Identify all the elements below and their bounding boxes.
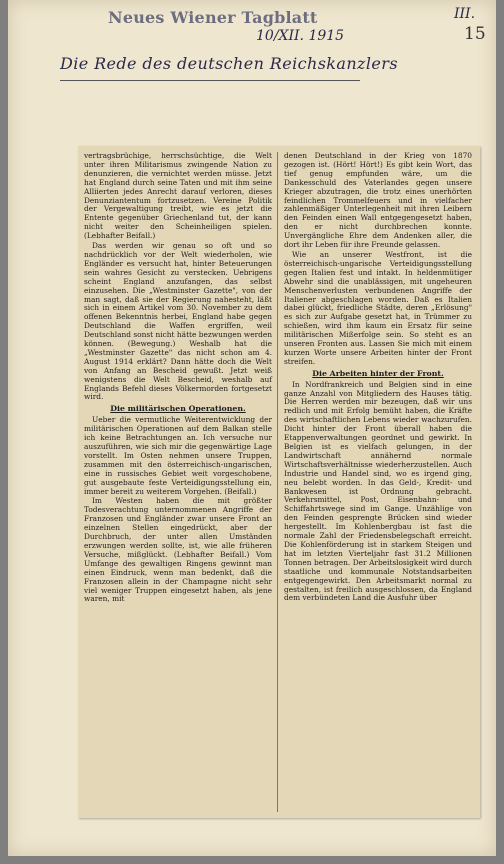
archive-sheet	[8, 0, 496, 856]
section-heading: Die militärischen Operationen.	[110, 404, 246, 414]
newspaper-name: Neues Wiener Tagblatt	[108, 8, 318, 27]
paragraph: Wie an unserer Westfront, ist die österreichisch-ungarische Verteidigungsstellung gegen Italien fest und intakt. In heldenmütiger Abwehr sind die unablässigen, mit ungeheuren Menschenverlusten verbundenen Angriffe der Italiener abgeschlagen worden. Daß es Italien dabei glückt, friedliche Städte, deren „Erlösung" es sich zur Aufgabe gesetzt hat, in Trümmer zu schießen, wird ihm kaum ein Ersatz für seine militärischen Mißerfolge sein. So steht es an unseren Fronten aus. Lassen Sie mich mit einem kurzen Worte unsere Arbeiten hinter der Front streifen.	[284, 249, 472, 366]
handwritten-date: 10/XII. 1915	[256, 28, 345, 44]
paragraph: denen Deutschland in der Krieg von 1870 gezogen ist. (Hört! Hört!) Es gibt kein Wort, das tief genug empfunden wäre, um die Dankesschuld des Vaterlandes gegen unsere Krieger abzutragen, die trotz eines unerhörten feindlichen Trommelfeuers und in vielfacher zahlenmäßiger Unterlegenheit mit ihren Leibern den Feinden einen Wall entgegengesetzt haben, den er nicht durchbrechen konnte. Unvergängliche Ehre dem Andenken aller, die dort ihr Leben für ihre Freunde gelassen.	[284, 151, 472, 250]
handwritten-page-roman: III.	[454, 6, 476, 22]
paragraph: vertragsbrüchige, herrschsüchtige, die Welt unter ihren Militarismus zwingende Nation zu denunzieren, die vernichtet werden müsse. Jetzt hat England durch seine Taten und mit ihm seine Alliierten jedes Anrecht darauf verloren, dieses Denunziantentum fortzusetzen. Vereine Politik der Vergewaltigung treibt, wie es jetzt die Entente gegenüber Griechenland tut, der kann nicht weiter den Scheinheiligen spielen. (Lebhafter Beifall.)	[84, 151, 272, 241]
paragraph: Das werden wir genau so oft und so nachdrücklich vor der Welt wiederholen, wie Engländer es versucht hat, hinter Beteuerungen sein wahres Gesicht zu verstecken. Uebrigens scheint England anzufangen, das selbst einzusehen. Die „Westminster Gazette", von der man sagt, daß sie der Regierung nahesteht, läßt sich in einem Artikel vom 30. November zu dem offenen Bekenntnis herbei, England habe gegen Deutschland die Waffen ergriffen, weil Deutschland sonst nicht hätte bezwungen werden können. (Bewegung.) Weshalb hat die „Westminster Gazette" das nicht schon am 4. August 1914 erklärt? Dann hätte doch die Welt von Anfang an Bescheid gewußt. Jetzt weiß wenigstens die Welt Bescheid, weshalb auf Englands Befehl dieses Völkermorden fortgesetzt wird.	[84, 241, 272, 402]
left-column	[84, 152, 272, 605]
page-number: 15	[464, 24, 486, 44]
paragraph: Im Westen haben die mit größter Todesverachtung unternommenen Angriffe der Franzosen und Engländer zwar unsere Front an einzelnen Stellen eingedrückt, aber der Durchbruch, der unter allen Umständen erzwungen werden sollte, ist, wie alle früheren Versuche, mißglückt. (Lebhafter Beifall.) Vom Umfange des gewaltigen Ringens gewinnt man einen Eindruck, wenn man bedenkt, daß die Franzosen allein in der Champagne nicht sehr viel weniger Truppen eingesetzt haben, als jene waren, mit	[84, 496, 272, 604]
paragraph: In Nordfrankreich und Belgien sind in eine ganze Anzahl von Mitgliedern des Hauses tätig. Die Herren werden mir bezeugen, daß wir uns redlich und mit Erfolg bemüht haben, die Kräfte des wirtschaftlichen Lebens wieder wachzurufen. Dicht hinter der Front überall haben die Etappenverwaltungen geordnet und gewirkt. In Belgien ist es vielfach gelungen, in der Landwirtschaft annähernd normale Wirtschaftsverhältnisse wiederherzustellen. Auch Industrie und Handel sind, wo es irgend ging, neu belebt worden. In das Geld-, Kredit- und Bankwesen ist Ordnung gebracht. Verkehrsmittel, Post, Eisenbahn- und Schiffahrtswege sind im Gange. Unzählige von den Feinden gesprengte Brücken sind wieder hergestellt. Im Kohlenbergbau ist fast die normale Zahl der Friedensbelegschaft erreicht. Die Kohlenförderung ist in starkem Steigen und hat im letzten Vierteljahr fast 31.2 Millionen Tonnen betragen. Der Arbeitslosigkeit wird durch staatliche und kommunale Notstandsarbeiten entgegengewirkt. Den Arbeitsmarkt normal zu gestalten, ist freilich ausgeschlossen, da England dem verbündeten Land die Ausfuhr über	[284, 379, 472, 603]
handwritten-title: Die Rede des deutschen Reichskanzlers	[60, 54, 398, 73]
column-divider	[277, 152, 278, 812]
paragraph: Ueber die vermutliche Weiterentwicklung der militärischen Operationen auf dem Balkan stelle ich keine Betrachtungen an. Ich versuche nur auszuführen, wie sich mir die gegenwärtige Lage vorstellt. Im Osten nehmen unsere Truppen, zusammen mit den österreichisch-ungarischen, eine in russisches Gebiet weit vorgeschobene, gut ausgebaute feste Verteidigungsstellung ein, immer bereit zu weiterem Vorgehen. (Beifall.)	[84, 415, 272, 496]
header	[8, 0, 496, 48]
right-column	[284, 152, 472, 604]
title-underline	[60, 80, 360, 81]
newspaper-clipping	[78, 146, 480, 818]
section-heading: Die Arbeiten hinter der Front.	[312, 368, 444, 378]
